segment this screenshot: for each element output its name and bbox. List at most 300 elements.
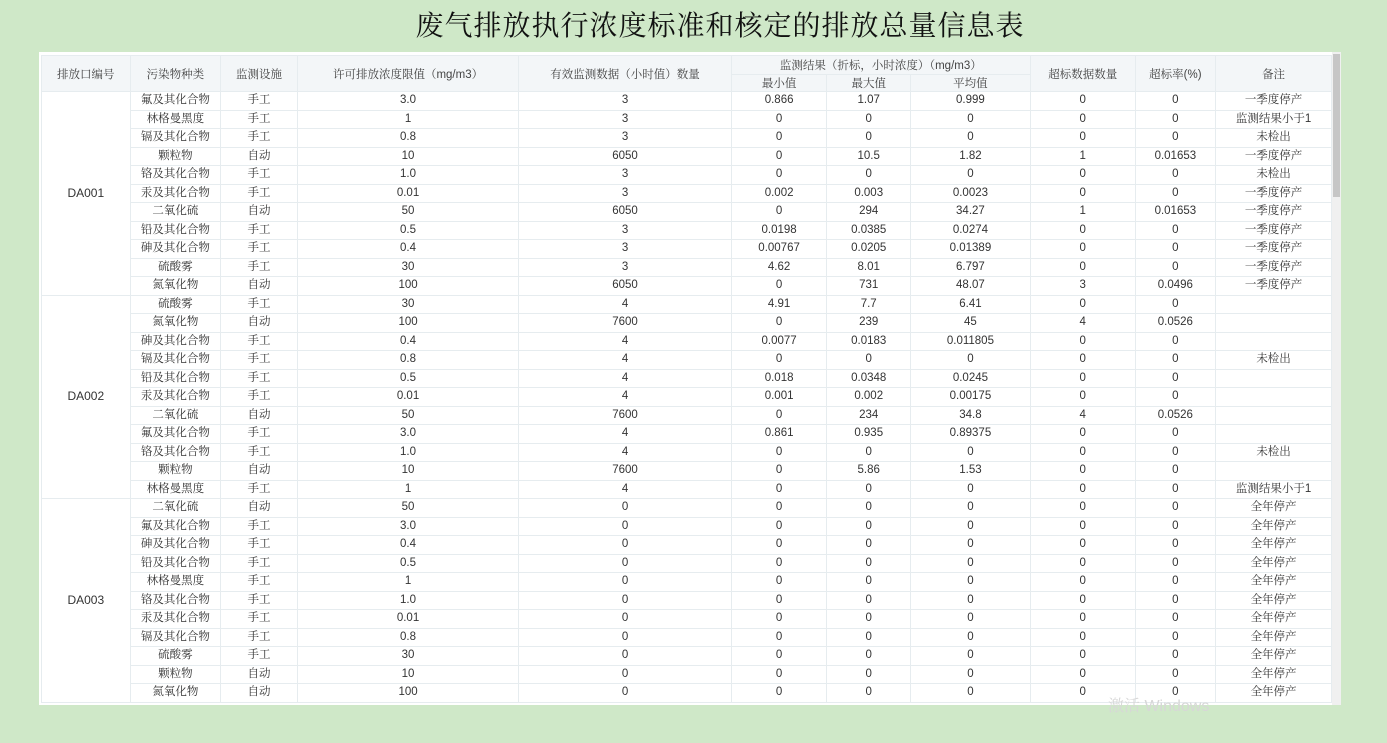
cell-avg: 0 — [911, 480, 1031, 499]
cell-limit: 0.4 — [297, 536, 519, 555]
cell-remark — [1216, 295, 1332, 314]
table-row — [42, 369, 1332, 388]
cell-exceed-count: 0 — [1030, 554, 1135, 573]
cell-exceed-rate: 0 — [1135, 425, 1216, 444]
cell-remark: 全年停产 — [1216, 684, 1332, 703]
cell-count: 0 — [519, 665, 731, 684]
cell-pollutant: 二氧化硫 — [130, 203, 221, 222]
cell-exceed-rate: 0 — [1135, 499, 1216, 518]
cell-pollutant: 硫酸雾 — [130, 295, 221, 314]
page-title: 废气排放执行浓度标准和核定的排放总量信息表 — [415, 9, 1025, 42]
cell-count: 7600 — [519, 314, 731, 333]
cell-max: 234 — [827, 406, 911, 425]
cell-count: 3 — [519, 184, 731, 203]
cell-exceed-count: 4 — [1030, 314, 1135, 333]
cell-exceed-count: 0 — [1030, 351, 1135, 370]
cell-exceed-rate: 0 — [1135, 369, 1216, 388]
cell-count: 4 — [519, 295, 731, 314]
cell-avg: 0 — [911, 536, 1031, 555]
cell-remark: 未检出 — [1216, 166, 1332, 185]
cell-exceed-rate: 0 — [1135, 591, 1216, 610]
cell-exceed-count: 0 — [1030, 240, 1135, 259]
cell-count: 3 — [519, 258, 731, 277]
cell-pollutant: 氮氧化物 — [130, 314, 221, 333]
cell-exceed-rate: 0 — [1135, 351, 1216, 370]
cell-min: 0 — [731, 277, 827, 296]
cell-pollutant: 铅及其化合物 — [130, 554, 221, 573]
cell-remark: 一季度停产 — [1216, 277, 1332, 296]
cell-count: 0 — [519, 591, 731, 610]
cell-count: 0 — [519, 610, 731, 629]
cell-limit: 30 — [297, 647, 519, 666]
cell-facility: 手工 — [221, 351, 298, 370]
cell-avg: 34.27 — [911, 203, 1031, 222]
table-row — [42, 184, 1332, 203]
cell-limit: 10 — [297, 462, 519, 481]
cell-avg: 0 — [911, 499, 1031, 518]
cell-count: 7600 — [519, 406, 731, 425]
cell-exceed-count: 0 — [1030, 258, 1135, 277]
cell-pollutant: 颗粒物 — [130, 665, 221, 684]
cell-min: 0.018 — [731, 369, 827, 388]
cell-count: 0 — [519, 499, 731, 518]
cell-exceed-rate: 0 — [1135, 388, 1216, 407]
cell-min: 0 — [731, 536, 827, 555]
cell-limit: 100 — [297, 684, 519, 703]
cell-remark: 全年停产 — [1216, 647, 1332, 666]
cell-exceed-rate: 0 — [1135, 443, 1216, 462]
cell-pollutant: 铅及其化合物 — [130, 369, 221, 388]
cell-remark: 一季度停产 — [1216, 240, 1332, 259]
cell-remark: 一季度停产 — [1216, 184, 1332, 203]
cell-facility: 手工 — [221, 184, 298, 203]
cell-max: 0 — [827, 351, 911, 370]
table-row — [42, 499, 1332, 518]
cell-avg: 0 — [911, 591, 1031, 610]
cell-exceed-count: 0 — [1030, 166, 1135, 185]
cell-exceed-count: 0 — [1030, 499, 1135, 518]
table-panel — [39, 52, 1341, 705]
cell-max: 0.0205 — [827, 240, 911, 259]
cell-min: 0.0077 — [731, 332, 827, 351]
table-row — [42, 295, 1332, 314]
cell-exceed-count: 4 — [1030, 406, 1135, 425]
cell-facility: 手工 — [221, 295, 298, 314]
cell-min: 0 — [731, 573, 827, 592]
cell-exceed-count: 0 — [1030, 628, 1135, 647]
cell-min: 0 — [731, 443, 827, 462]
header-max: 最大值 — [827, 75, 911, 92]
cell-exceed-count: 0 — [1030, 610, 1135, 629]
cell-remark: 全年停产 — [1216, 499, 1332, 518]
cell-remark: 全年停产 — [1216, 554, 1332, 573]
cell-limit: 50 — [297, 499, 519, 518]
cell-count: 0 — [519, 647, 731, 666]
cell-remark: 一季度停产 — [1216, 203, 1332, 222]
cell-facility: 手工 — [221, 369, 298, 388]
cell-limit: 50 — [297, 203, 519, 222]
cell-exceed-count: 0 — [1030, 369, 1135, 388]
cell-exceed-rate: 0 — [1135, 110, 1216, 129]
table-row — [42, 277, 1332, 296]
cell-count: 0 — [519, 536, 731, 555]
cell-avg: 0 — [911, 665, 1031, 684]
cell-limit: 0.8 — [297, 628, 519, 647]
cell-min: 0 — [731, 610, 827, 629]
cell-limit: 1 — [297, 110, 519, 129]
cell-remark: 监测结果小于1 — [1216, 480, 1332, 499]
cell-limit: 30 — [297, 258, 519, 277]
table-row — [42, 517, 1332, 536]
cell-facility: 手工 — [221, 443, 298, 462]
cell-min: 0.0198 — [731, 221, 827, 240]
cell-limit: 0.8 — [297, 129, 519, 148]
cell-exceed-count: 0 — [1030, 684, 1135, 703]
cell-exceed-count: 0 — [1030, 480, 1135, 499]
cell-exceed-count: 1 — [1030, 203, 1135, 222]
cell-limit: 0.4 — [297, 332, 519, 351]
table-row — [42, 166, 1332, 185]
cell-facility: 自动 — [221, 314, 298, 333]
cell-remark — [1216, 406, 1332, 425]
cell-exceed-rate: 0.0526 — [1135, 314, 1216, 333]
cell-limit: 0.01 — [297, 184, 519, 203]
cell-remark — [1216, 332, 1332, 351]
cell-remark: 一季度停产 — [1216, 92, 1332, 111]
cell-remark: 一季度停产 — [1216, 221, 1332, 240]
cell-max: 0 — [827, 129, 911, 148]
cell-max: 0 — [827, 536, 911, 555]
cell-min: 0 — [731, 591, 827, 610]
table-row — [42, 203, 1332, 222]
cell-facility: 手工 — [221, 258, 298, 277]
cell-exceed-count: 0 — [1030, 184, 1135, 203]
cell-avg: 0.999 — [911, 92, 1031, 111]
cell-exceed-count: 0 — [1030, 92, 1135, 111]
cell-pollutant: 氮氧化物 — [130, 684, 221, 703]
cell-facility: 手工 — [221, 480, 298, 499]
header-count: 有效监测数据（小时值）数量 — [519, 56, 731, 92]
table-row — [42, 129, 1332, 148]
cell-exceed-rate: 0.01653 — [1135, 147, 1216, 166]
cell-remark: 未检出 — [1216, 351, 1332, 370]
cell-facility: 自动 — [221, 147, 298, 166]
cell-facility: 自动 — [221, 499, 298, 518]
cell-remark: 全年停产 — [1216, 610, 1332, 629]
header-min: 最小值 — [731, 75, 827, 92]
cell-limit: 0.5 — [297, 221, 519, 240]
header-remark: 备注 — [1216, 56, 1332, 92]
cell-limit: 0.5 — [297, 369, 519, 388]
cell-min: 0.001 — [731, 388, 827, 407]
cell-avg: 0.89375 — [911, 425, 1031, 444]
cell-facility: 自动 — [221, 684, 298, 703]
cell-remark: 监测结果小于1 — [1216, 110, 1332, 129]
cell-remark — [1216, 388, 1332, 407]
cell-pollutant: 硫酸雾 — [130, 647, 221, 666]
cell-avg: 0 — [911, 166, 1031, 185]
cell-exceed-count: 1 — [1030, 147, 1135, 166]
cell-pollutant: 氮氧化物 — [130, 277, 221, 296]
cell-count: 0 — [519, 554, 731, 573]
cell-min: 0.002 — [731, 184, 827, 203]
cell-min: 0 — [731, 314, 827, 333]
cell-pollutant: 砷及其化合物 — [130, 536, 221, 555]
cell-remark: 未检出 — [1216, 443, 1332, 462]
cell-count: 6050 — [519, 277, 731, 296]
table-row — [42, 628, 1332, 647]
header-outlet: 排放口编号 — [42, 56, 131, 92]
cell-max: 1.07 — [827, 92, 911, 111]
cell-pollutant: 镉及其化合物 — [130, 628, 221, 647]
cell-min: 0.866 — [731, 92, 827, 111]
cell-min: 0 — [731, 203, 827, 222]
cell-exceed-rate: 0 — [1135, 628, 1216, 647]
cell-max: 239 — [827, 314, 911, 333]
cell-facility: 手工 — [221, 536, 298, 555]
cell-avg: 0 — [911, 573, 1031, 592]
cell-pollutant: 颗粒物 — [130, 462, 221, 481]
cell-max: 0 — [827, 480, 911, 499]
cell-avg: 6.797 — [911, 258, 1031, 277]
cell-limit: 3.0 — [297, 517, 519, 536]
cell-count: 4 — [519, 351, 731, 370]
cell-limit: 100 — [297, 314, 519, 333]
cell-pollutant: 氟及其化合物 — [130, 425, 221, 444]
cell-max: 0 — [827, 517, 911, 536]
cell-facility: 手工 — [221, 554, 298, 573]
cell-count: 3 — [519, 166, 731, 185]
cell-count: 4 — [519, 388, 731, 407]
cell-pollutant: 二氧化硫 — [130, 406, 221, 425]
header-exceed-rate: 超标率(%) — [1135, 56, 1216, 92]
cell-limit: 1.0 — [297, 166, 519, 185]
cell-exceed-rate: 0 — [1135, 166, 1216, 185]
cell-min: 0 — [731, 628, 827, 647]
cell-exceed-rate: 0 — [1135, 184, 1216, 203]
cell-limit: 50 — [297, 406, 519, 425]
cell-limit: 10 — [297, 147, 519, 166]
cell-exceed-rate: 0.01653 — [1135, 203, 1216, 222]
cell-exceed-rate: 0 — [1135, 480, 1216, 499]
cell-pollutant: 氟及其化合物 — [130, 92, 221, 111]
cell-exceed-rate: 0.0496 — [1135, 277, 1216, 296]
cell-count: 3 — [519, 110, 731, 129]
cell-facility: 手工 — [221, 647, 298, 666]
cell-pollutant: 林格曼黑度 — [130, 480, 221, 499]
cell-exceed-count: 0 — [1030, 295, 1135, 314]
cell-facility: 手工 — [221, 610, 298, 629]
table-row — [42, 647, 1332, 666]
cell-count: 0 — [519, 573, 731, 592]
cell-remark: 全年停产 — [1216, 665, 1332, 684]
cell-avg: 0 — [911, 610, 1031, 629]
cell-exceed-count: 0 — [1030, 536, 1135, 555]
cell-limit: 30 — [297, 295, 519, 314]
header-result-group: 监测结果（折标，小时浓度）（mg/m3） — [731, 56, 1030, 75]
cell-min: 0 — [731, 147, 827, 166]
cell-avg: 0 — [911, 684, 1031, 703]
cell-exceed-count: 0 — [1030, 665, 1135, 684]
cell-exceed-count: 0 — [1030, 517, 1135, 536]
cell-avg: 0.011805 — [911, 332, 1031, 351]
cell-exceed-count: 0 — [1030, 110, 1135, 129]
table-body — [42, 92, 1332, 703]
cell-exceed-rate: 0 — [1135, 665, 1216, 684]
cell-facility: 手工 — [221, 517, 298, 536]
cell-avg: 0 — [911, 554, 1031, 573]
cell-facility: 自动 — [221, 277, 298, 296]
cell-facility: 手工 — [221, 332, 298, 351]
cell-max: 0.0348 — [827, 369, 911, 388]
header-exceed-count: 超标数据数量 — [1030, 56, 1135, 92]
table-row — [42, 240, 1332, 259]
emission-table — [41, 55, 1332, 703]
table-row — [42, 480, 1332, 499]
cell-min: 0 — [731, 129, 827, 148]
cell-max: 0 — [827, 443, 911, 462]
table-row — [42, 406, 1332, 425]
cell-avg: 0.00175 — [911, 388, 1031, 407]
cell-max: 0 — [827, 573, 911, 592]
table-header — [42, 56, 1332, 92]
cell-exceed-rate: 0 — [1135, 684, 1216, 703]
cell-avg: 1.53 — [911, 462, 1031, 481]
cell-count: 3 — [519, 92, 731, 111]
cell-min: 0 — [731, 517, 827, 536]
table-row — [42, 258, 1332, 277]
cell-max: 0 — [827, 110, 911, 129]
outlet-cell: DA001 — [42, 92, 131, 296]
cell-min: 0.861 — [731, 425, 827, 444]
cell-count: 0 — [519, 628, 731, 647]
cell-exceed-count: 0 — [1030, 647, 1135, 666]
cell-exceed-rate: 0 — [1135, 462, 1216, 481]
cell-max: 0 — [827, 591, 911, 610]
cell-pollutant: 铬及其化合物 — [130, 166, 221, 185]
cell-exceed-count: 0 — [1030, 462, 1135, 481]
cell-max: 0.002 — [827, 388, 911, 407]
cell-avg: 6.41 — [911, 295, 1031, 314]
table-row — [42, 610, 1332, 629]
scrollbar-thumb[interactable] — [1333, 54, 1340, 197]
cell-exceed-rate: 0 — [1135, 240, 1216, 259]
cell-exceed-rate: 0 — [1135, 647, 1216, 666]
cell-exceed-rate: 0 — [1135, 332, 1216, 351]
cell-exceed-rate: 0 — [1135, 221, 1216, 240]
cell-max: 0 — [827, 665, 911, 684]
cell-exceed-rate: 0 — [1135, 573, 1216, 592]
header-avg: 平均值 — [911, 75, 1031, 92]
cell-avg: 0 — [911, 517, 1031, 536]
cell-count: 4 — [519, 332, 731, 351]
cell-max: 0 — [827, 647, 911, 666]
header-pollutant: 污染物种类 — [130, 56, 221, 92]
cell-count: 7600 — [519, 462, 731, 481]
cell-count: 0 — [519, 684, 731, 703]
cell-limit: 1 — [297, 573, 519, 592]
cell-remark — [1216, 369, 1332, 388]
cell-remark: 未检出 — [1216, 129, 1332, 148]
cell-pollutant: 氟及其化合物 — [130, 517, 221, 536]
cell-min: 0 — [731, 647, 827, 666]
cell-count: 3 — [519, 129, 731, 148]
header-facility: 监测设施 — [221, 56, 298, 92]
cell-pollutant: 镉及其化合物 — [130, 129, 221, 148]
cell-max: 0.935 — [827, 425, 911, 444]
cell-facility: 自动 — [221, 203, 298, 222]
cell-facility: 手工 — [221, 591, 298, 610]
cell-pollutant: 林格曼黑度 — [130, 110, 221, 129]
cell-count: 4 — [519, 425, 731, 444]
cell-min: 4.62 — [731, 258, 827, 277]
cell-max: 294 — [827, 203, 911, 222]
cell-limit: 0.01 — [297, 610, 519, 629]
cell-avg: 0 — [911, 110, 1031, 129]
cell-exceed-rate: 0 — [1135, 610, 1216, 629]
cell-pollutant: 镉及其化合物 — [130, 351, 221, 370]
cell-max: 5.86 — [827, 462, 911, 481]
cell-min: 0 — [731, 554, 827, 573]
cell-facility: 自动 — [221, 665, 298, 684]
table-row — [42, 147, 1332, 166]
cell-facility: 手工 — [221, 425, 298, 444]
table-row — [42, 591, 1332, 610]
cell-limit: 0.5 — [297, 554, 519, 573]
cell-facility: 手工 — [221, 240, 298, 259]
cell-facility: 手工 — [221, 166, 298, 185]
cell-max: 0.003 — [827, 184, 911, 203]
cell-max: 0 — [827, 610, 911, 629]
cell-min: 0.00767 — [731, 240, 827, 259]
table-row — [42, 573, 1332, 592]
cell-exceed-count: 0 — [1030, 591, 1135, 610]
cell-pollutant: 铅及其化合物 — [130, 221, 221, 240]
cell-count: 4 — [519, 443, 731, 462]
table-row — [42, 221, 1332, 240]
cell-limit: 1 — [297, 480, 519, 499]
cell-exceed-count: 0 — [1030, 388, 1135, 407]
activate-windows-watermark: 激活 Windows — [1108, 698, 1210, 715]
cell-pollutant: 汞及其化合物 — [130, 610, 221, 629]
outlet-cell: DA003 — [42, 499, 131, 703]
cell-min: 0 — [731, 351, 827, 370]
cell-avg: 0.0274 — [911, 221, 1031, 240]
cell-max: 0 — [827, 684, 911, 703]
outlet-cell: DA002 — [42, 295, 131, 499]
table-row — [42, 554, 1332, 573]
cell-limit: 1.0 — [297, 443, 519, 462]
cell-limit: 3.0 — [297, 92, 519, 111]
cell-count: 6050 — [519, 147, 731, 166]
cell-min: 0 — [731, 665, 827, 684]
cell-exceed-count: 0 — [1030, 332, 1135, 351]
cell-avg: 45 — [911, 314, 1031, 333]
cell-max: 8.01 — [827, 258, 911, 277]
cell-facility: 手工 — [221, 628, 298, 647]
cell-exceed-rate: 0.0526 — [1135, 406, 1216, 425]
cell-max: 0 — [827, 554, 911, 573]
cell-exceed-rate: 0 — [1135, 517, 1216, 536]
cell-max: 0 — [827, 166, 911, 185]
table-row — [42, 314, 1332, 333]
cell-max: 0 — [827, 628, 911, 647]
vertical-scrollbar[interactable] — [1332, 52, 1341, 705]
cell-avg: 0 — [911, 443, 1031, 462]
cell-avg: 0.0245 — [911, 369, 1031, 388]
cell-pollutant: 铬及其化合物 — [130, 591, 221, 610]
cell-avg: 0 — [911, 628, 1031, 647]
